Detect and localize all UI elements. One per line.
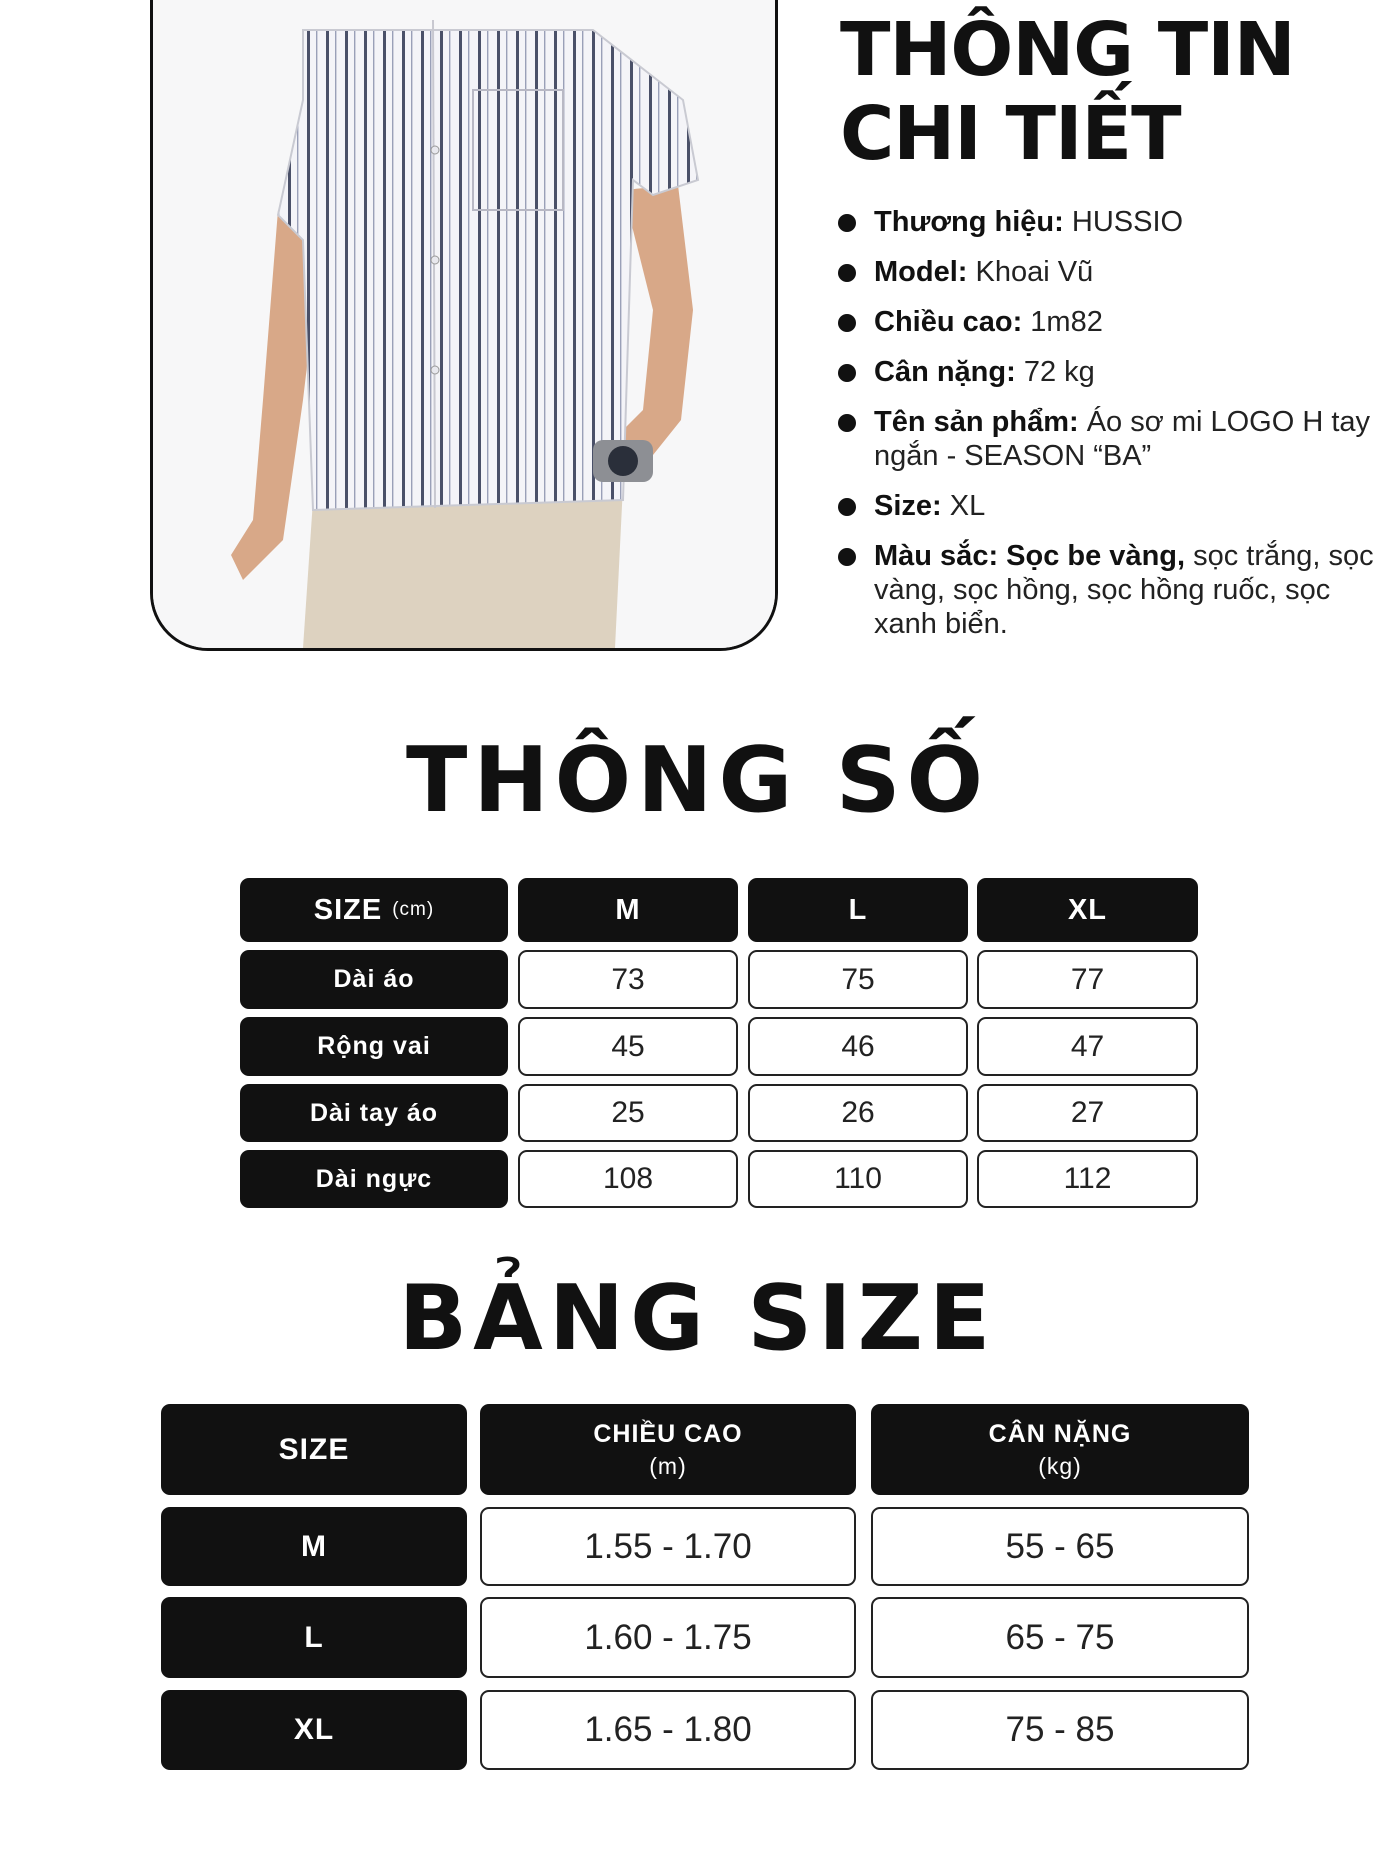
brand-value: HUSSIO <box>1063 206 1184 238</box>
bullet-icon <box>838 414 856 432</box>
size-header-size: SIZE <box>161 1404 467 1495</box>
info-title-line2: CHI TIẾT <box>840 91 1181 177</box>
size-label: Size: <box>874 490 942 522</box>
spec-cell: 46 <box>748 1017 968 1076</box>
info-model <box>836 255 1376 289</box>
spec-row-label: Dài áo <box>240 950 508 1009</box>
product-info-list <box>836 205 1376 657</box>
spec-header-unit: (cm) <box>392 899 435 920</box>
bullet-icon <box>838 214 856 232</box>
size-header-height <box>480 1404 856 1495</box>
info-color <box>836 539 1376 641</box>
size-table-title: BẢNG SIZE <box>398 1266 997 1371</box>
size-height-cell: 1.65 - 1.80 <box>480 1690 856 1770</box>
spec-cell: 45 <box>518 1017 738 1076</box>
size-header-height-unit: (m) <box>649 1452 687 1479</box>
weight-label: Cân nặng: <box>874 356 1016 388</box>
info-weight <box>836 355 1376 389</box>
spec-cell: 108 <box>518 1150 738 1208</box>
spec-cell: 73 <box>518 950 738 1009</box>
info-height <box>836 305 1376 339</box>
bullet-icon <box>838 264 856 282</box>
height-label: Chiều cao: <box>874 306 1023 338</box>
product-label: Tên sản phẩm: <box>874 406 1079 438</box>
spec-header-label: SIZE <box>313 893 383 926</box>
size-header-weight-unit: (kg) <box>1038 1452 1082 1479</box>
spec-header-m: M <box>518 878 738 942</box>
spec-cell: 26 <box>748 1084 968 1142</box>
size-row-label: XL <box>161 1690 467 1770</box>
spec-row-label: Rộng vai <box>240 1017 508 1076</box>
size-height-cell: 1.55 - 1.70 <box>480 1507 856 1586</box>
color-selected: Sọc be vàng, <box>998 540 1186 572</box>
info-product-name <box>836 405 1376 473</box>
spec-header-l: L <box>748 878 968 942</box>
spec-cell: 47 <box>977 1017 1198 1076</box>
info-title-line1: THÔNG TIN <box>840 7 1295 93</box>
model-value: Khoai Vũ <box>967 256 1094 288</box>
size-value: XL <box>941 490 986 522</box>
bullet-icon <box>838 548 856 566</box>
weight-value: 72 kg <box>1015 356 1095 388</box>
spec-cell: 27 <box>977 1084 1198 1142</box>
spec-header-size <box>240 878 508 942</box>
size-header-weight-label: CÂN NẶNG <box>988 1419 1132 1448</box>
spec-header-xl: XL <box>977 878 1198 942</box>
size-weight-cell: 55 - 65 <box>871 1507 1249 1586</box>
bullet-icon <box>838 314 856 332</box>
size-header-weight <box>871 1404 1249 1495</box>
size-weight-cell: 65 - 75 <box>871 1597 1249 1678</box>
bullet-icon <box>838 498 856 516</box>
spec-row-label: Dài tay áo <box>240 1084 508 1142</box>
size-row-label: M <box>161 1507 467 1586</box>
color-label: Màu sắc: <box>874 540 999 572</box>
spec-cell: 25 <box>518 1084 738 1142</box>
bullet-icon <box>838 364 856 382</box>
spec-cell: 110 <box>748 1150 968 1208</box>
info-title <box>840 8 1295 176</box>
model-label: Model: <box>874 256 968 288</box>
product-value: Áo sơ mi LOGO H tay ngắn - SEASON “BA” <box>874 406 1371 472</box>
height-value: 1m82 <box>1022 306 1103 338</box>
spec-cell: 75 <box>748 950 968 1009</box>
size-weight-cell: 75 - 85 <box>871 1690 1249 1770</box>
model-photo <box>153 0 775 648</box>
size-header-height-label: CHIỀU CAO <box>593 1419 743 1448</box>
spec-cell: 77 <box>977 950 1198 1009</box>
size-row-label: L <box>161 1597 467 1678</box>
model-photo-frame <box>150 0 778 651</box>
info-size <box>836 489 1376 523</box>
spec-title: THÔNG SỐ <box>405 728 990 833</box>
color-others: sọc trắng, sọc vàng, sọc hồng, sọc hồng ruốc, sọc xanh biển. <box>874 540 1374 640</box>
size-height-cell: 1.60 - 1.75 <box>480 1597 856 1678</box>
info-brand <box>836 205 1376 239</box>
brand-label: Thương hiệu: <box>874 206 1064 238</box>
spec-row-label: Dài ngực <box>240 1150 508 1208</box>
spec-cell: 112 <box>977 1150 1198 1208</box>
